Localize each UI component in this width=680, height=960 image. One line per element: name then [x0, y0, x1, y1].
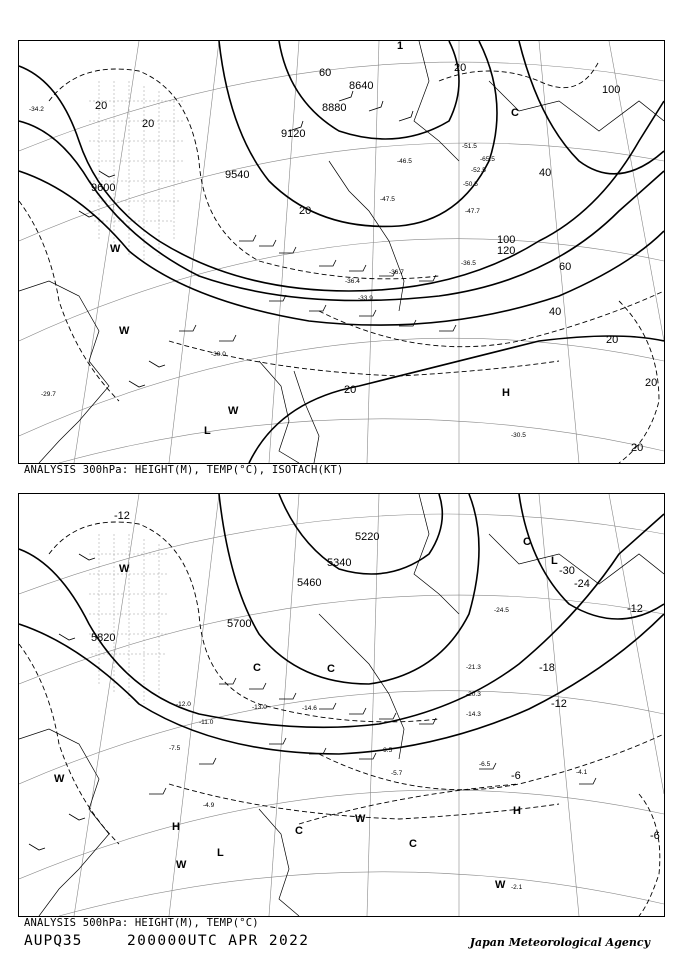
station-temp: -4.9	[203, 802, 215, 809]
pressure-system-high: H	[502, 387, 510, 399]
station-temp: -34.2	[29, 106, 44, 113]
isotach-label: 40	[539, 167, 552, 179]
pressure-system-warm: W	[176, 859, 187, 871]
height-label: 5340	[327, 557, 352, 569]
isotach-label: 20	[142, 118, 155, 130]
station-temp: -21.3	[466, 664, 481, 671]
isotach-label: 20	[631, 442, 644, 454]
station-temp: -20.3	[466, 691, 481, 698]
isotach-label: 60	[319, 67, 332, 79]
station-temp: -47.5	[380, 196, 395, 203]
pressure-system-warm: W	[119, 563, 130, 575]
isotach-label: 40	[549, 306, 562, 318]
station-temp: -5.7	[391, 770, 403, 777]
station-temp: -6.5	[479, 761, 491, 768]
height-label: 8640	[349, 80, 374, 92]
height-label: 9540	[225, 169, 250, 181]
temperature-contours	[19, 522, 664, 916]
temp-label: -12	[551, 698, 567, 710]
station-temp: -30.0	[211, 351, 226, 358]
pressure-system-cold: C	[511, 107, 519, 119]
station-temp: -24.5	[494, 607, 509, 614]
station-temp: -9.5	[381, 747, 393, 754]
height-label: 5460	[297, 577, 322, 589]
height-contours	[19, 494, 664, 754]
cold-hatching	[89, 534, 169, 704]
temp-label: -18	[539, 662, 555, 674]
temp-label: -12	[114, 510, 130, 522]
caption-500hpa: ANALYSIS 500hPa: HEIGHT(M), TEMP(°C)	[24, 917, 259, 929]
caption-300hpa: ANALYSIS 300hPa: HEIGHT(M), TEMP(°C), ISOTACH(KT)	[24, 464, 344, 476]
isotach-label: 20	[344, 384, 357, 396]
pressure-system-warm: W	[54, 773, 65, 785]
map-500hpa	[19, 494, 664, 916]
station-temp: -47.7	[465, 208, 480, 215]
temp-label: -30	[559, 565, 575, 577]
height-label: 5700	[227, 618, 252, 630]
pressure-system-warm: W	[228, 405, 239, 417]
isotach-label: 100	[602, 84, 621, 96]
isotach-label: 20	[606, 334, 619, 346]
pressure-system-warm: W	[110, 243, 121, 255]
height-label: 5220	[355, 531, 380, 543]
isotach-label: 120	[497, 245, 516, 257]
pressure-system-cold: C	[253, 662, 261, 674]
station-temp: -14.6	[302, 705, 317, 712]
station-temp: -13.0	[252, 704, 267, 711]
temp-label: -24	[574, 578, 590, 590]
pressure-system-cold: C	[409, 838, 417, 850]
pressure-system-low: L	[204, 425, 211, 437]
station-temp: -36.5	[461, 260, 476, 267]
pressure-system-warm: W	[495, 879, 506, 891]
pressure-system-high: H	[513, 805, 521, 817]
station-temp: -12.0	[176, 701, 191, 708]
isotach-label: 20	[299, 205, 312, 217]
height-label: 8880	[322, 102, 347, 114]
station-temp: -14.3	[466, 711, 481, 718]
height-label: 5820	[91, 632, 116, 644]
station-temp: -65.5	[480, 156, 495, 163]
temp-label: -6	[511, 770, 521, 782]
isotach-label: 60	[559, 261, 572, 273]
chart-300hpa	[18, 40, 665, 464]
station-temp: -33.9	[358, 295, 373, 302]
isotach-label: 20	[95, 100, 108, 112]
station-temp: -36.7	[389, 269, 404, 276]
chart-500hpa	[18, 493, 665, 917]
station-temp: -29.7	[41, 391, 56, 398]
station-temp: -7.5	[169, 745, 181, 752]
pressure-system-high: H	[172, 821, 180, 833]
pressure-system-warm: W	[119, 325, 130, 337]
station-temp: -2.1	[511, 884, 523, 891]
station-temp: -30.5	[511, 432, 526, 439]
temp-label: -12	[627, 603, 643, 615]
pressure-system-low: L	[217, 847, 224, 859]
pressure-system-low: L	[551, 555, 558, 567]
pressure-system-cold: C	[295, 825, 303, 837]
pressure-system-warm: W	[355, 813, 366, 825]
valid-time: 200000UTC APR 2022	[127, 933, 310, 949]
station-temp: -4.1	[576, 769, 588, 776]
station-temp: -36.4	[345, 278, 360, 285]
pressure-system-cold: C	[327, 663, 335, 675]
pressure-system-cold: C	[523, 536, 531, 548]
wind-barbs	[79, 91, 456, 387]
symbol-mark: 1	[397, 41, 404, 52]
height-label: 9600	[91, 182, 116, 194]
station-temp: -11.0	[199, 719, 214, 726]
isotach-label: 100	[497, 234, 516, 246]
agency-name: Japan Meteorological Agency	[469, 936, 650, 949]
station-temp: -51.5	[462, 143, 477, 150]
station-temp: -50.5	[463, 181, 478, 188]
temp-label: -6	[650, 830, 660, 842]
height-label: 9120	[281, 128, 306, 140]
station-temp: -52.5	[471, 167, 486, 174]
map-300hpa	[19, 41, 664, 463]
station-temp: -46.5	[397, 158, 412, 165]
isotach-label: 20	[454, 62, 467, 74]
product-code: AUPQ35	[24, 933, 83, 949]
isotach-label: 20	[645, 377, 658, 389]
